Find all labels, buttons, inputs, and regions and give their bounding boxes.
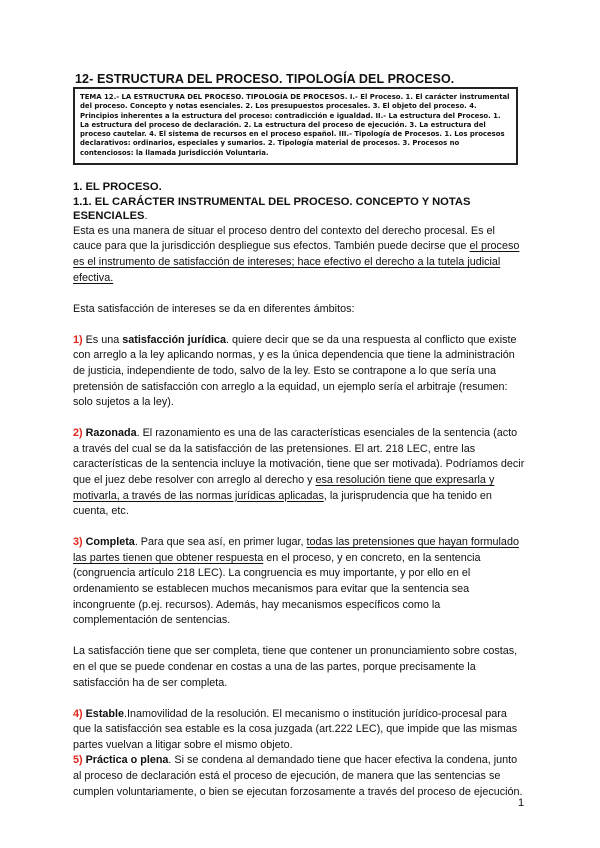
list-item-2: 2) Razonada. El razonamiento es una de las características esenciales de la sentencia (acto a través del cual se da la satisfacción de las pretensiones. El art. 218 LEC, entre las características de la sentencia incluye la motivación, tiene que ser motivada). Podríamos decir que el juez debe resolver con arreglo al derecho y esa resolución tiene que expresarla y motivarla, a través de las normas jurídicas aplicadas, la jurisprudencia que ha tenido en cuenta, etc. [73, 427, 525, 518]
page-number: 1 [518, 797, 525, 809]
list-item-5: 5) Práctica o plena. Si se condena al demandado tiene que hacer efectiva la condena, junto al proceso de declaración está el proceso de ejecución, de manera que las sentencias se cumplen voluntariamente, o bien se ejecutan forzosamente a través del proceso de ejecución. [73, 754, 523, 798]
complete-paragraph: La satisfacción tiene que ser completa, tiene que contener un pronunciamiento sobre costas, en el que se puede condenar en costas a una de las partes, porque precisamente la satisfacción ha de ser completa. [73, 645, 518, 689]
document-title: 12- ESTRUCTURA DEL PROCESO. TIPOLOGÍA DEL PROCESO. [75, 72, 455, 86]
satisfaction-intro: Esta satisfacción de intereses se da en diferentes ámbitos: [73, 302, 355, 315]
topic-summary-box: TEMA 12.- LA ESTRUCTURA DEL PROCESO. TIPOLOGÍA DE PROCESOS. I.- El Proceso. 1. El carácter instrumental del proceso. Concepto y notas esenciales. 2. Los presupuestos procesales. 3. El objeto del proceso. 4. Principios inherentes a la estructura del proceso: contradicción e igualdad. II.- La estructura del Proceso. 1. La estructura del proceso de declaración. 2. La estructura del proceso de ejecución. 3. La estructura del proceso cautelar. 4. El sistema de recursos en el proceso español. III.- Tipología de Procesos. 1. Los procesos declarativos: ordinarios, especiales y sumarios. 2. Tipología material de procesos. 3. Procesos no contenciosos: la llamada Jurisdicción Voluntaria. [73, 87, 518, 165]
intro-paragraph: Esta es una manera de situar el proceso dentro del contexto del derecho procesal. Es el cauce para que la jurisdicción despliegue sus efectos. También puede decirse que el proceso es el instrumento de satisfacción de intereses; hace efectivo el derecho a la tutela judicial efectiva. [73, 224, 520, 284]
document-body [73, 180, 525, 800]
underlined-text: esa resolución tiene que expresarla y motivarla, a través de las normas jurídicas aplicadas [73, 474, 495, 502]
section-heading: 1. EL PROCESO. [73, 181, 162, 193]
list-item-4: 4) Estable.Inamovilidad de la resolución. El mecanismo o institución jurídico-procesal para que la satisfacción sea estable es la cosa juzgada (art.222 LEC), que impide que las mismas partes vuelvan a litigar sobre el mismo objeto. [73, 707, 518, 751]
list-item-1: 1) Es una satisfacción jurídica. quiere decir que se da una respuesta al conflicto que existe con arreglo a la ley aplicando normas, y es la única dependencia que tiene la administración de justicia, independiente de todo, salvo de la ley. Esto se contrapone a lo que sería una pretensión de satisfacción con arreglo a la equidad, un ejemplo sería el arbitraje (resumen: solo sujetos a la ley). [73, 333, 517, 409]
underlined-text: todas las pretensiones que hayan formulado las partes tienen que obtener respuesta [73, 536, 519, 564]
underlined-text: el proceso es el instrumento de satisfacción de intereses; hace efectivo el derecho a la tutela judicial efectiva. [73, 240, 520, 284]
list-item-3: 3) Completa. Para que sea así, en primer lugar, todas las pretensiones que hayan formulado las partes tienen que obtener respuesta en el proceso, y en concreto, en la sentencia (congruencia artículo 218 LEC). La congruencia es muy importante, y por ello en el ordenamiento se establecen muchos mecanismos para evitar que la sentencia sea incongruente (p.ej. recursos). Además, hay mecanismos específicos como la complementación de sentencias. [73, 536, 519, 627]
subsection-heading: 1.1. EL CARÁCTER INSTRUMENTAL DEL PROCESO. CONCEPTO Y NOTAS ESENCIALES. [73, 195, 471, 223]
